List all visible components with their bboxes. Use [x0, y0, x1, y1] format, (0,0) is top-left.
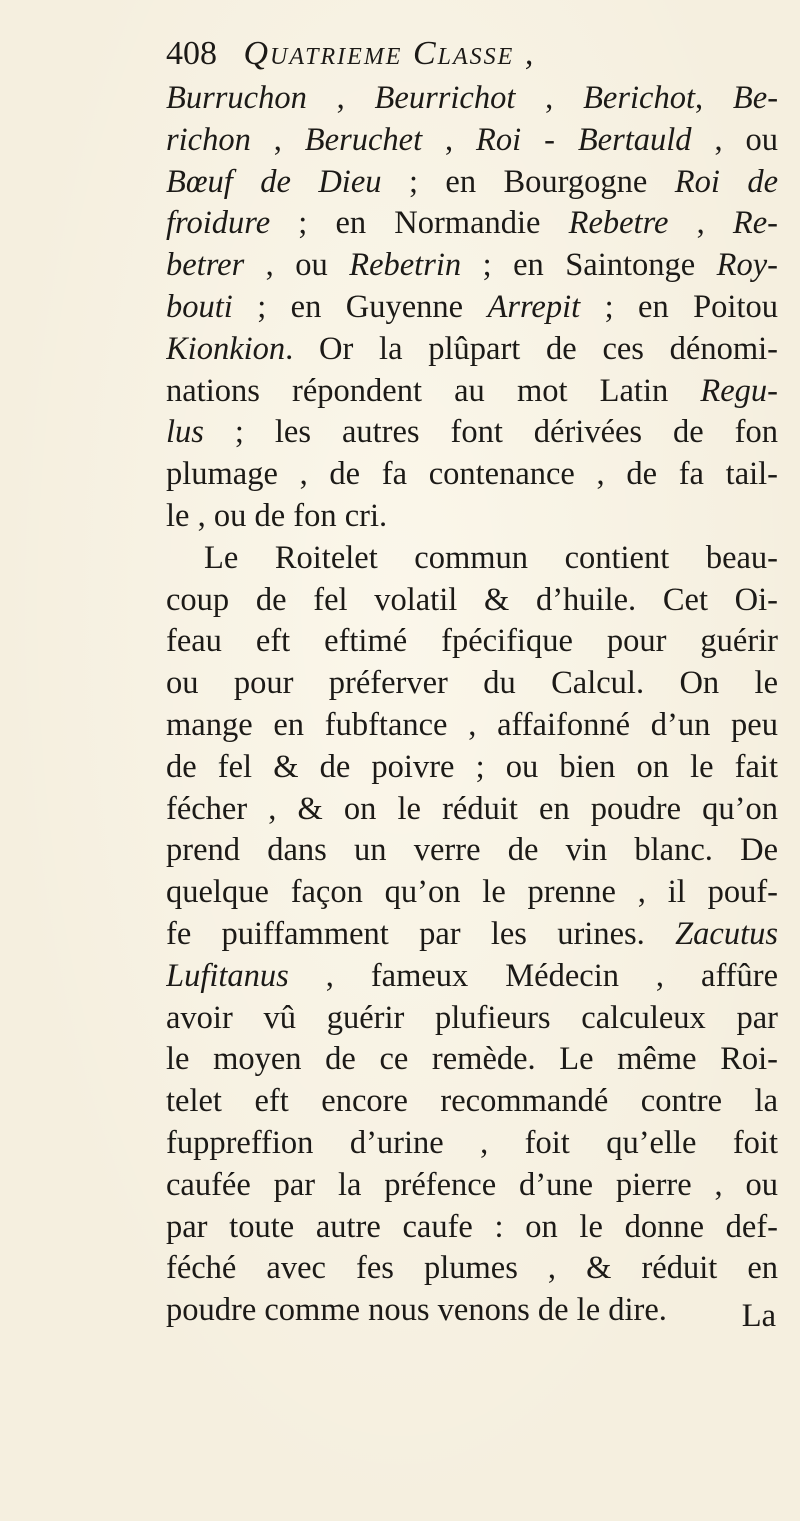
text-line [166, 705, 778, 747]
text-line [166, 203, 778, 245]
text-segment: , [695, 80, 733, 116]
text-line [166, 162, 778, 204]
italic-segment: Rebetrin [349, 247, 462, 284]
italic-segment: Rebetre [568, 205, 669, 242]
italic-segment: Re- [732, 205, 778, 242]
text-segment: ; en Guyenne [232, 288, 488, 325]
text-segment: féché avec fes plumes , & réduit en [166, 1250, 778, 1287]
italic-segment: Burruchon [166, 80, 307, 116]
text-line [166, 538, 778, 580]
italic-segment: Kionkion [166, 330, 286, 367]
italic-segment: betrer [166, 247, 245, 284]
italic-segment: Arrepit [487, 288, 581, 325]
text-segment: , ou [244, 247, 350, 284]
text-segment: coup de fel volatil & d’huile. Cet Oi- [166, 581, 778, 618]
text-segment: ; en Normandie [270, 205, 569, 242]
text-line [166, 580, 778, 622]
text-segment: ; les autres font dérivées de fon [203, 414, 778, 451]
italic-segment: Beurrichot [374, 80, 516, 116]
italic-segment: bouti [166, 288, 233, 325]
text-line [166, 663, 778, 705]
text-segment: nations répondent au mot Latin [166, 372, 701, 409]
text-line [166, 747, 778, 789]
page-number: 408 [166, 35, 217, 72]
text-segment: plumage , de fa contenance , de fa tail- [166, 456, 778, 493]
text-line [166, 287, 778, 329]
body-text [166, 78, 778, 1332]
text-segment: mange en fubftance , affaifonné d’un peu [166, 706, 778, 743]
text-segment: telet eft encore recommandé contre la [166, 1083, 778, 1120]
italic-segment: froidure [166, 205, 271, 242]
text-segment: , [515, 80, 584, 116]
text-line [166, 1165, 778, 1207]
italic-segment: Roi de [674, 163, 778, 200]
text-line [166, 1123, 778, 1165]
text-segment: fuppreffion d’urine , foit qu’elle foit [166, 1124, 778, 1161]
text-segment: fe puiffamment par les urines. [166, 915, 676, 952]
italic-segment: Bœuf de Dieu [166, 163, 382, 200]
text-line [166, 789, 778, 831]
italic-segment: Lufitanus [166, 957, 289, 994]
italic-segment: Berichot [583, 80, 695, 116]
text-segment: Le Roitelet commun contient beau- [204, 539, 778, 576]
text-line [166, 120, 778, 162]
text-line [166, 245, 778, 287]
text-segment: , fameux Médecin , affûre [288, 957, 778, 994]
text-line [166, 329, 778, 371]
text-line [166, 496, 778, 538]
italic-segment: richon [166, 121, 251, 158]
text-line [166, 1290, 778, 1332]
text-line [166, 412, 778, 454]
text-segment: avoir vû guérir plufieurs calculeux par [166, 999, 778, 1036]
text-segment: poudre comme nous venons de le dire. [166, 1292, 667, 1329]
text-line [166, 78, 778, 120]
text-line [166, 1207, 778, 1249]
text-segment: . Or la plûpart de ces dénomi- [285, 330, 778, 367]
running-header [166, 30, 778, 78]
text-segment: , [668, 205, 733, 242]
italic-segment: Roy- [716, 247, 778, 284]
text-segment: de fel & de poivre ; ou bien on le fait [166, 748, 778, 785]
text-segment: quelque façon qu’on le prenne , il pouf- [166, 874, 778, 911]
text-segment: fécher , & on le réduit en poudre qu’on [166, 790, 778, 827]
text-segment: ; en Poitou [580, 288, 778, 325]
text-line [166, 914, 778, 956]
italic-segment: Regu- [700, 372, 778, 409]
text-line [166, 1081, 778, 1123]
italic-segment: Beruchet [304, 121, 423, 158]
text-segment: , ou [691, 121, 778, 158]
text-line [166, 621, 778, 663]
text-segment: ; en Bourgogne [381, 163, 675, 200]
text-line [166, 454, 778, 496]
text-line [166, 998, 778, 1040]
text-segment: prend dans un verre de vin blanc. De [166, 832, 778, 869]
text-segment: , [250, 121, 305, 158]
italic-segment: Roi - Bertauld [476, 121, 692, 158]
text-segment: par toute autre caufe : on le donne def- [166, 1208, 778, 1245]
text-segment: ou pour préferver du Calcul. On le [166, 665, 778, 702]
text-line [166, 872, 778, 914]
catchword: La [741, 1298, 776, 1334]
italic-segment: lus [166, 414, 204, 451]
text-segment: le moyen de ce remède. Le même Roi- [166, 1041, 778, 1078]
italic-segment: Zacutus [675, 915, 778, 952]
text-segment: ; en Saintonge [461, 247, 717, 284]
text-segment: , [306, 80, 375, 116]
text-line [166, 1248, 778, 1290]
running-title: Quatrieme Classe , [243, 35, 536, 72]
text-line [166, 371, 778, 413]
text-segment: caufée par la préfence d’une pierre , ou [166, 1166, 778, 1203]
text-line [166, 956, 778, 998]
text-segment: , [422, 121, 477, 158]
text-line [166, 830, 778, 872]
text-segment: le , ou de fon cri. [166, 497, 388, 534]
italic-segment: Be- [732, 80, 778, 116]
text-line [166, 1039, 778, 1081]
text-segment: feau eft eftimé fpécifique pour guérir [166, 623, 778, 660]
